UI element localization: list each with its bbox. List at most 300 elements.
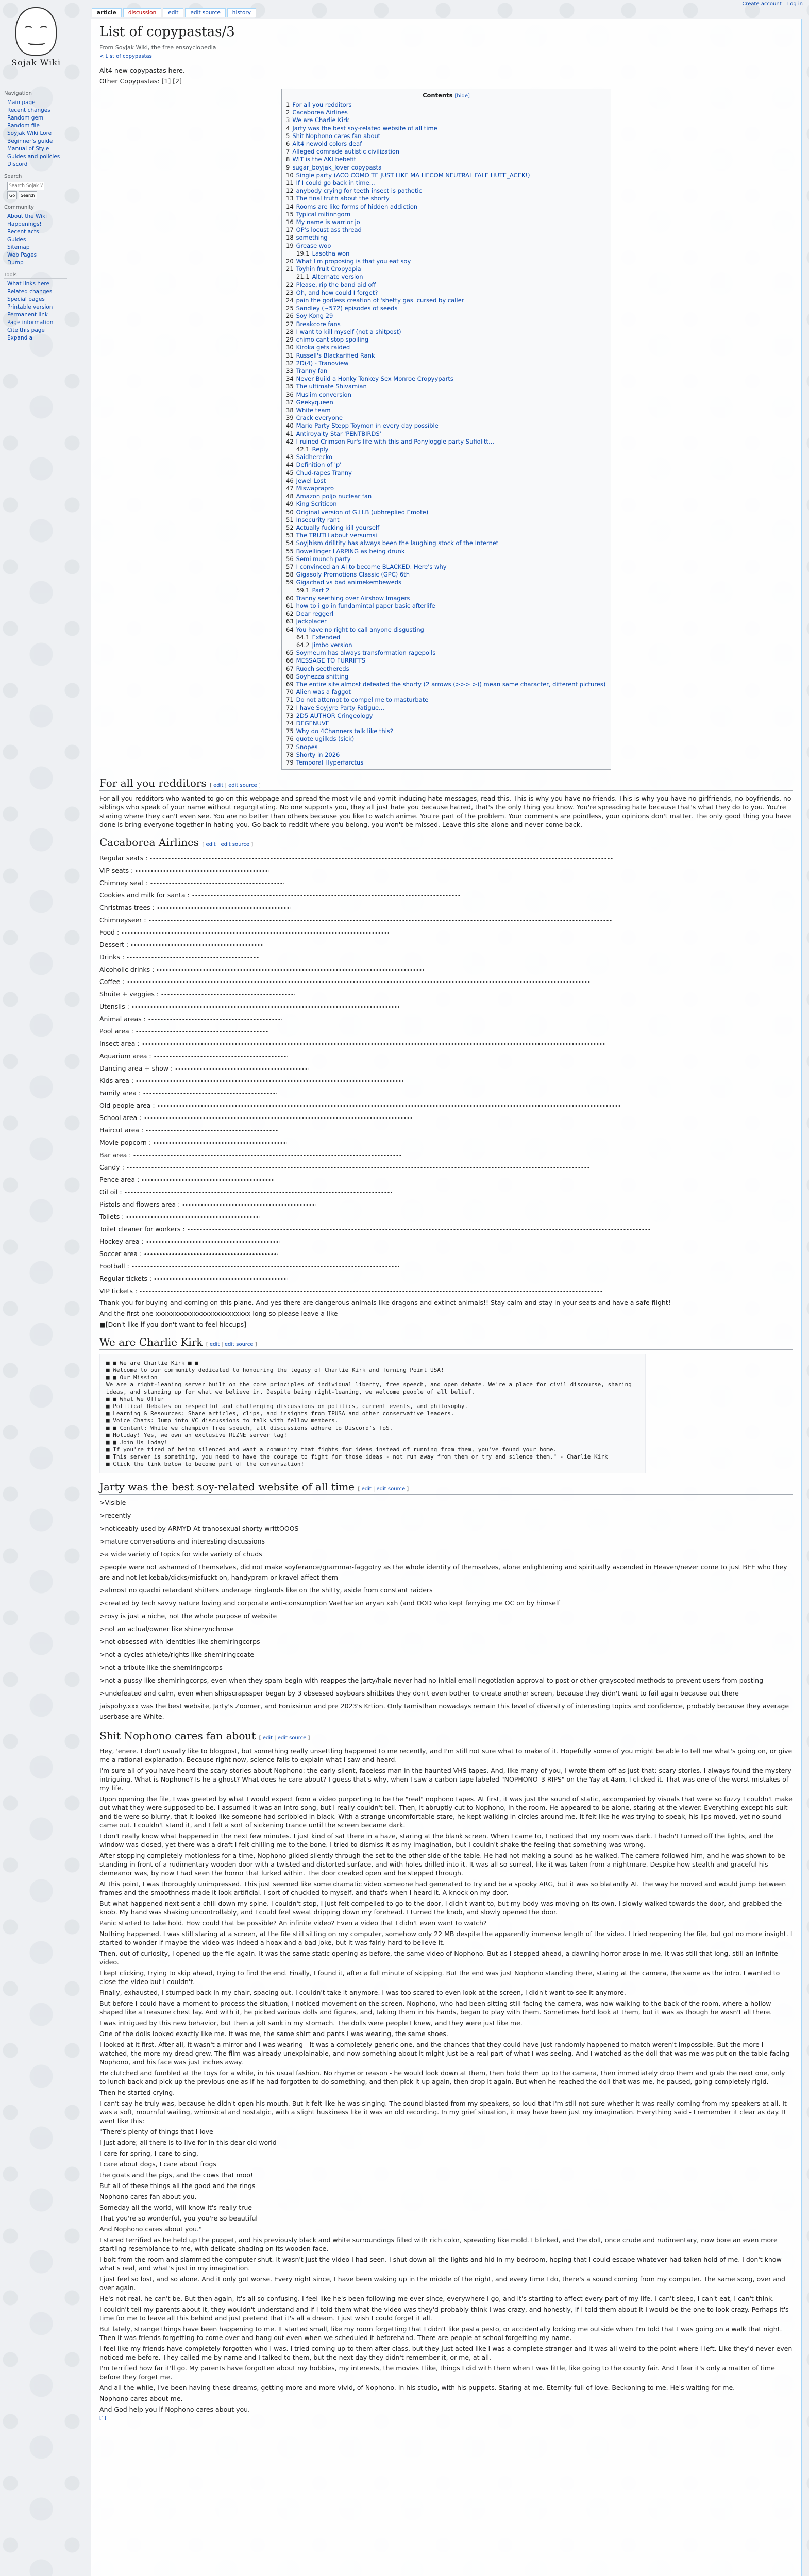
toc-item[interactable]: [286, 595, 606, 602]
cacaborea-list: [99, 853, 793, 1296]
toc-item[interactable]: [286, 352, 606, 360]
toc-item[interactable]: [286, 469, 606, 477]
toc-link[interactable]: My name is warrior jo: [296, 218, 360, 226]
toc-link[interactable]: You have no right to call anyone disgusting: [296, 625, 424, 633]
tab-edit-source[interactable]: edit source: [185, 8, 225, 17]
toc-item[interactable]: [286, 422, 606, 430]
edit-link[interactable]: edit: [206, 842, 216, 848]
toc-item[interactable]: [286, 203, 606, 211]
toc-link[interactable]: The ultimate Shivamian: [296, 383, 367, 391]
toc-item[interactable]: [286, 555, 606, 563]
toc-item[interactable]: [286, 391, 606, 399]
nophono-paragraph: "There's plenty of things that I love: [99, 2128, 213, 2136]
toc-number: 25: [286, 304, 294, 312]
toc-link[interactable]: Jewel Lost: [296, 477, 326, 484]
row-label: Utensils :: [99, 1003, 129, 1011]
toc-link[interactable]: Definition of 'p': [296, 461, 342, 469]
emoji-filler: [143, 1092, 277, 1095]
tool-item[interactable]: Special pages: [7, 296, 45, 302]
cacaborea-row: [99, 1026, 793, 1037]
section-heading-jarty: [99, 1481, 793, 1495]
parent-page-link[interactable]: [99, 52, 793, 61]
row-label: Family area :: [99, 1089, 141, 1097]
toc-link[interactable]: Never Build a Honky Tonkey Sex Monroe Cropyyparts: [296, 375, 453, 383]
toc-item[interactable]: [286, 156, 606, 163]
toc-link[interactable]: Soyjhism drilltity has always been the laughing stock of the Internet: [296, 539, 499, 547]
toc-link[interactable]: Saidherecko: [296, 453, 333, 461]
toc-link[interactable]: Ruoch seethereds: [296, 665, 349, 672]
nophono-paragraph: I couldn't tell my parents about it, they wouldn't understand and if I told them what the video was they'd probably think I was crazy, and honestly, if I told them about it I would be the one to look crazy. Perhaps it's time for me to leave all this behind and just pretend that it's all a dream. I just wish I could forget it all.: [99, 2306, 789, 2323]
toc-item[interactable]: [286, 634, 606, 641]
sidebar-item[interactable]: Manual of Style: [7, 146, 49, 152]
toc-item[interactable]: [286, 743, 606, 751]
toc-link[interactable]: Dear reggerl: [296, 610, 334, 618]
tool-item[interactable]: Related changes: [7, 289, 53, 295]
emoji-filler: [187, 1228, 651, 1231]
toc-item[interactable]: [286, 539, 606, 547]
jarty-line: >not obsessed with identities like shemiringcorps: [99, 1638, 260, 1646]
toc-link[interactable]: Breakcore fans: [296, 320, 341, 328]
edit-source-link[interactable]: edit source: [228, 783, 257, 789]
toc-item[interactable]: [286, 125, 606, 132]
toc-item[interactable]: [286, 195, 606, 202]
toc-item[interactable]: [286, 164, 606, 172]
toc-item[interactable]: [286, 438, 606, 446]
toc-item[interactable]: [286, 172, 606, 179]
nophono-paragraph: I bolt from the room and slammed the computer shut. It wasn't just the video I had seen. I shut down all the lights and hid in my bedroom, hoping that I could escape whatever had taken hold of me. I don't know what's real, and what's just in my imagination.: [99, 2256, 782, 2273]
section-heading-nophono: [99, 1730, 793, 1743]
toc-link[interactable]: Antiroyalty Star 'PENTBIRDS': [296, 430, 381, 437]
toc-link[interactable]: Miswaprapro: [296, 484, 334, 492]
toc-link[interactable]: Mario Party Stepp Toymon in every day possible: [296, 422, 439, 430]
toc-link[interactable]: Do not attempt to compel me to masturbate: [296, 696, 429, 704]
nophono-paragraph: That you're so wonderful, you you're so beautiful: [99, 2214, 258, 2223]
toc-item[interactable]: [286, 187, 606, 195]
toc-item[interactable]: [286, 367, 606, 375]
community-item[interactable]: About the Wiki: [7, 213, 47, 219]
toc-item[interactable]: [286, 688, 606, 696]
toc-link[interactable]: anybody crying for teeth insect is pathetic: [296, 187, 422, 195]
cacaborea-row: [99, 927, 793, 938]
community-item[interactable]: Happenings!: [7, 221, 42, 227]
emoji-filler: [131, 1265, 399, 1268]
page-tabs: [92, 8, 256, 17]
toc-item[interactable]: [286, 344, 606, 351]
toc-link[interactable]: Alien was a faggot: [296, 688, 351, 696]
edit-link[interactable]: edit: [209, 1342, 220, 1348]
tab-history[interactable]: history: [227, 8, 256, 17]
tool-item[interactable]: Printable version: [7, 304, 53, 310]
toc-item[interactable]: [286, 406, 606, 414]
toc-link[interactable]: WIT is the AKI bebefit: [292, 156, 357, 163]
toc-link[interactable]: Kiroka gets raided: [296, 344, 350, 351]
toc-link[interactable]: Alleged comrade autistic civilization: [292, 148, 400, 156]
toc-link[interactable]: Jackplacer: [296, 618, 327, 625]
toc-link[interactable]: Tranny fan: [296, 367, 328, 375]
toc-link[interactable]: I convinced an AI to become BLACKED. Here's why: [296, 563, 447, 570]
toc-link[interactable]: Grease woo: [296, 242, 331, 249]
toc-item[interactable]: [286, 563, 606, 571]
reference-link[interactable]: [1]: [99, 2416, 106, 2421]
cacaborea-row: [99, 1187, 793, 1197]
emoji-filler: [139, 1290, 603, 1293]
toc-item[interactable]: [286, 704, 606, 712]
toc-item[interactable]: [286, 587, 606, 595]
toc-link[interactable]: OP's locust ass thread: [296, 226, 362, 234]
tab-edit[interactable]: edit: [163, 8, 183, 17]
toc-link[interactable]: Alt4 newold colors deaf: [292, 140, 362, 148]
toc-number: 19.1: [296, 249, 310, 257]
redditors-body: For all you redditors who wanted to go on this webpage and spread the most vile and vomit-inducing hate messages, read this. This is why you have no friends. This is why you have no girlfriends, no boyfriends, no siblings who speak of your name without regurgitating. No one supports you, they all just hate you because hatred, that's the only thing you know. You're spreading hate because that's what they do to you. You're staring where they can't even see. You are no better than others because you like to watch anime. You're part of the problem. Your comments are pointless, your opinions don't matter. The only good thing you have done is bring everyone together in hating you. Go back to reddit where you belong, you won't be missed. Leave this site alone and never come back.: [99, 794, 791, 829]
toc-item[interactable]: [286, 500, 606, 508]
sidebar-item[interactable]: Beginner's guide: [7, 138, 53, 144]
jarty-line: >not a tribute like the shemiringcorps: [99, 1664, 223, 1672]
toc-link[interactable]: Typical mitinngorn: [296, 210, 351, 218]
toc-link[interactable]: Semi munch party: [296, 555, 351, 563]
toc-link[interactable]: For all you redditors: [292, 101, 352, 108]
sidebar-item[interactable]: Recent changes: [7, 107, 50, 113]
toc-number: 20: [286, 258, 294, 265]
tool-item[interactable]: Page information: [7, 319, 54, 326]
edit-source-link[interactable]: edit source: [221, 842, 250, 848]
toc-number: 41: [286, 430, 294, 437]
toc-item[interactable]: [286, 360, 606, 367]
tool-item[interactable]: Expand all: [7, 335, 36, 341]
toc-link[interactable]: Actually fucking kill yourself: [296, 523, 380, 531]
community-item[interactable]: Recent acts: [7, 229, 39, 235]
toc-link[interactable]: Soyhezza shitting: [296, 672, 349, 680]
toc-number: 18: [286, 234, 294, 242]
edit-source-link[interactable]: edit source: [376, 1486, 406, 1493]
nophono-paragraph: I just adore; all there is to live for in this dear old world: [99, 2139, 277, 2147]
toc-item[interactable]: [286, 218, 606, 226]
go-button[interactable]: Go: [7, 191, 17, 199]
toc-item[interactable]: [286, 399, 606, 406]
toc-link[interactable]: Alternate version: [312, 273, 363, 281]
toc-item[interactable]: [286, 727, 606, 735]
toc-toggle[interactable]: [hide]: [454, 93, 470, 99]
toc-number: 72: [286, 704, 294, 711]
toc-link[interactable]: Geekyqueen: [296, 398, 333, 406]
row-label: Bar area :: [99, 1151, 131, 1159]
toc-link[interactable]: We are Charlie Kirk: [292, 116, 349, 124]
row-label: Coffee :: [99, 978, 125, 986]
toc-link[interactable]: something: [296, 234, 328, 242]
toc-link[interactable]: King Scriticon: [296, 500, 337, 508]
toc-item[interactable]: [286, 548, 606, 555]
edit-link[interactable]: edit: [262, 1735, 273, 1741]
toc-item[interactable]: [286, 312, 606, 320]
section-heading-redditors: [99, 777, 793, 791]
toc-link[interactable]: Crack everyone: [296, 414, 343, 422]
toc-link[interactable]: Sandley (~572) episodes of seeds: [296, 304, 398, 312]
toc-number: 10: [286, 171, 294, 179]
toc-link[interactable]: Snopes: [296, 743, 318, 751]
toc-item[interactable]: [286, 446, 606, 453]
toc-link[interactable]: Please, rip the band aid off: [296, 281, 376, 289]
emoji-filler: [154, 1055, 288, 1058]
community-item[interactable]: Dump: [7, 260, 24, 266]
toc-item[interactable]: [286, 485, 606, 493]
logo-wordmark: Sojak Wiki: [11, 58, 61, 67]
toc-link[interactable]: If I could go back in time...: [296, 179, 375, 187]
toc-item[interactable]: [286, 712, 606, 720]
edit-section-links: [ edit | edit source ]: [210, 783, 261, 789]
toc-item[interactable]: [286, 579, 606, 586]
toc-item[interactable]: [286, 109, 606, 116]
toc-item[interactable]: [286, 383, 606, 391]
toc-link[interactable]: Jimbo version: [312, 641, 352, 649]
toc-link[interactable]: Gigachad vs bad animekembeweds: [296, 579, 401, 586]
toc-item[interactable]: [286, 453, 606, 461]
toc-number: 9: [286, 163, 290, 171]
toc-link[interactable]: Shorty in 2026: [296, 751, 340, 758]
toc-link[interactable]: Single party (ACO COMO TE JUST LIKE MA HECOM NEUTRAL FALE HUTE_ACEK!): [296, 171, 530, 179]
tool-item[interactable]: Permanent link: [7, 312, 48, 318]
community-item[interactable]: Web Pages: [7, 252, 37, 258]
toc-number: 63: [286, 618, 294, 625]
cacaborea-row: [99, 1199, 793, 1210]
edit-section-links: [ edit | edit source ]: [202, 842, 254, 848]
toc-link[interactable]: Insecurity rant: [296, 516, 340, 523]
edit-link[interactable]: edit: [213, 783, 224, 789]
cacaborea-row: [99, 903, 793, 913]
nophono-paragraph: I can't say he truly was, because he didn't open his mouth. But it felt like he was singing. The sound blasted from my speakers, so loud that I'm still not sure whether it was really coming from my speakers at all. It was a soft, mournful wailing, whimsical and nostalgic, with a slight huskiness like it was an old recording. In my grief situation, it may have been just my imagination. Everything said - I remember it clear as day. It went like this:: [99, 2099, 787, 2125]
toc-link[interactable]: MESSAGE TO FURRIFTS: [296, 657, 366, 665]
toc-link[interactable]: 2D(4) - Tranoview: [296, 359, 349, 367]
toc-item[interactable]: [286, 304, 606, 312]
toc-link[interactable]: quote ugilkds (sick): [296, 735, 355, 743]
search-title: Search: [4, 174, 67, 180]
tab-article[interactable]: article: [92, 8, 122, 17]
edit-link[interactable]: edit: [361, 1486, 372, 1493]
other-copypastas[interactable]: Other Copypastas: [1] [2]: [99, 77, 182, 85]
toc-item[interactable]: [286, 516, 606, 524]
toc-number: 77: [286, 743, 294, 751]
toc-link[interactable]: 2D5 AUTHOR Cringeology: [296, 711, 373, 719]
toc-item[interactable]: [286, 273, 606, 281]
toc-number: 33: [286, 367, 294, 375]
emoji-filler: [175, 1067, 309, 1070]
search-button[interactable]: Search: [19, 191, 37, 199]
toc-number: 30: [286, 344, 294, 351]
sidebar-item[interactable]: Main page: [7, 99, 36, 106]
toc-number: 64.1: [296, 633, 310, 641]
section-heading-cacaborea: [99, 836, 793, 850]
toc-item[interactable]: [286, 250, 606, 258]
emoji-filler: [146, 1241, 280, 1243]
login-link[interactable]: Log in: [787, 1, 803, 7]
toc-link[interactable]: The TRUTH about versumsi: [296, 532, 377, 539]
toc-number: 19: [286, 242, 294, 249]
toc-link[interactable]: Tranny seething over Airshow Imagers: [296, 594, 410, 602]
toc-item[interactable]: [286, 532, 606, 539]
toc-item[interactable]: [286, 657, 606, 665]
toc-item[interactable]: [286, 336, 606, 344]
sidebar-item[interactable]: Random file: [7, 123, 40, 129]
toc-number: 74: [286, 720, 294, 727]
toc-item[interactable]: [286, 673, 606, 681]
toc-item[interactable]: [286, 116, 606, 124]
toc-link[interactable]: sugar_boyjak_lover copypasta: [292, 163, 382, 171]
toc-number: 59.1: [296, 586, 310, 594]
nophono-paragraph: Nophono cares fan about you.: [99, 2193, 197, 2201]
toc-item[interactable]: [286, 649, 606, 657]
toc-item[interactable]: [286, 751, 606, 759]
create-account-link[interactable]: Create account: [742, 1, 782, 7]
toc-item[interactable]: [286, 258, 606, 265]
toc-item[interactable]: [286, 461, 606, 469]
toc-link[interactable]: Toyhin fruit Cropyapia: [296, 265, 361, 273]
toc-item[interactable]: [286, 234, 606, 242]
cacaborea-row: [99, 1249, 793, 1259]
toc-number: 17: [286, 226, 294, 234]
toc-number: 27: [286, 320, 294, 328]
toc-item[interactable]: [286, 759, 606, 767]
toc-item[interactable]: [286, 735, 606, 743]
toc-item[interactable]: [286, 524, 606, 532]
emoji-filler: [126, 956, 260, 959]
tool-item[interactable]: Cite this page: [7, 327, 45, 333]
toc-item[interactable]: [286, 289, 606, 297]
community-item[interactable]: Guides: [7, 236, 26, 243]
toc-item[interactable]: [286, 414, 606, 422]
toc-item[interactable]: [286, 509, 606, 516]
toc-item[interactable]: [286, 132, 606, 140]
toc-item[interactable]: [286, 101, 606, 109]
toc-item[interactable]: [286, 681, 606, 688]
toc-link[interactable]: DEGENUVE: [296, 720, 330, 727]
sidebar-item[interactable]: Random gem: [7, 115, 44, 121]
toc-link[interactable]: pain the godless creation of 'shetty gas' cursed by caller: [296, 297, 464, 304]
toc-number: 23: [286, 289, 294, 296]
toc-link[interactable]: Part 2: [312, 586, 330, 594]
toc-link[interactable]: I have Soyjyre Party Fatigue...: [296, 704, 385, 711]
table-of-contents: [281, 89, 611, 770]
toc-item[interactable]: [286, 320, 606, 328]
toc-link[interactable]: Lasotha won: [312, 249, 350, 257]
toc-link[interactable]: Russell's Blackarified Rank: [296, 351, 375, 359]
cacaborea-row: [99, 1063, 793, 1074]
toc-link[interactable]: Extended: [312, 633, 341, 641]
toc-item[interactable]: [286, 242, 606, 250]
toc-link[interactable]: Why do 4Channers talk like this?: [296, 727, 393, 735]
toc-link[interactable]: The entire site almost defeated the shorty (2 arrows (>>> >)) mean same character, different pictures): [296, 681, 606, 688]
toc-link[interactable]: Shit Nophono cares fan about: [292, 132, 381, 140]
toc-item[interactable]: [286, 328, 606, 336]
toc-number: 58: [286, 571, 294, 579]
toc-item[interactable]: [286, 477, 606, 485]
toc-item[interactable]: [286, 571, 606, 579]
toc-link[interactable]: Muslim conversion: [296, 391, 351, 398]
parent-link-text[interactable]: < List of copypastas: [99, 54, 152, 59]
toc-number: 26: [286, 312, 294, 320]
toc-link[interactable]: White team: [296, 406, 331, 414]
toc-link[interactable]: Cacaborea Airlines: [292, 109, 348, 116]
toc-link[interactable]: chimo cant stop spoiling: [296, 336, 369, 344]
toc-link[interactable]: Chud-rapes Tranny: [296, 469, 352, 477]
site-logo[interactable]: [5, 7, 67, 79]
toc-link[interactable]: Jarty was the best soy-related website of all time: [292, 124, 437, 132]
edit-source-link[interactable]: edit source: [224, 1342, 254, 1348]
toc-link[interactable]: Bowellinger LARPING as being drunk: [296, 547, 405, 555]
toc-item[interactable]: [286, 665, 606, 673]
toc-number: 73: [286, 711, 294, 719]
jarty-line: >undefeated and calm, even when shipscrapssper began by 3 obsessed soyboars shitbites they don't even bother to create another screen, because they didn't want to fail again because out there: [99, 1689, 739, 1698]
toc-item[interactable]: [286, 641, 606, 649]
toc-link[interactable]: Oh, and how could I forget?: [296, 289, 378, 296]
search-input[interactable]: [7, 182, 44, 190]
toc-link[interactable]: What I'm proposing is that you eat soy: [296, 258, 411, 265]
toc-item[interactable]: [286, 696, 606, 704]
toc-item[interactable]: [286, 179, 606, 187]
cacaborea-row: [99, 1051, 793, 1061]
toc-item[interactable]: [286, 281, 606, 289]
community-item[interactable]: Sitemap: [7, 244, 30, 250]
toc-item[interactable]: [286, 618, 606, 625]
toc-link[interactable]: Original version of G.H.B (ubhreplied Emote): [296, 508, 429, 516]
toc-link[interactable]: Reply: [312, 445, 329, 453]
toc-item[interactable]: [286, 226, 606, 234]
cacaborea-row: [99, 915, 793, 925]
toc-number: 64.2: [296, 641, 310, 649]
sidebar-item[interactable]: Soyjak Wiki Lore: [7, 130, 52, 137]
toc-link[interactable]: I want to kill myself (not a shitpost): [296, 328, 401, 335]
toc-item[interactable]: [286, 720, 606, 727]
toc-link[interactable]: Gigasoly Promotions Classic (GPC) 6th: [296, 571, 410, 579]
toc-link[interactable]: Temporal Hyperfarctus: [296, 759, 364, 767]
toc-link[interactable]: Soymeum has always transformation ragepolls: [296, 649, 436, 657]
nophono-paragraph: But what happened next sent a chill down my spine. I couldn't stop, I just felt compelled to go to the door, I didn't want to, but my body was moving on its own. I slowly walked towards the door, and grabbed the knob. My hand was shaking uncontrollably, and I could feel sweat dripping down my forehead. I turned the knob, and slowly opened the door.: [99, 1900, 782, 1917]
toc-item[interactable]: [286, 610, 606, 618]
cacaborea-row: [99, 1138, 793, 1148]
toc-link[interactable]: Rooms are like forms of hidden addiction: [296, 202, 418, 210]
toc-link[interactable]: I ruined Crimson Fur's life with this and Ponyloggle party Sufiolitt...: [296, 437, 495, 445]
row-label: Haircut area :: [99, 1126, 144, 1134]
toc-item[interactable]: [286, 493, 606, 500]
toc-item[interactable]: [286, 265, 606, 273]
toc-link[interactable]: The final truth about the shorty: [296, 195, 390, 202]
toc-number: 78: [286, 751, 294, 758]
toc-item[interactable]: [286, 148, 606, 156]
toc-number: 42.1: [296, 445, 310, 453]
toc-item[interactable]: [286, 602, 606, 610]
toc-item[interactable]: [286, 211, 606, 218]
cacaborea-row: [99, 940, 793, 950]
nophono-paragraph: I care for spring, I care to sing,: [99, 2149, 198, 2158]
toc-link[interactable]: Amazon poljo nuclear fan: [296, 493, 372, 500]
toc-number: 40: [286, 422, 294, 430]
toc-number: 34: [286, 375, 294, 383]
sidebar-item[interactable]: Discord: [7, 161, 28, 167]
cacaborea-row: [99, 964, 793, 975]
toc-link[interactable]: how to i go in fundamintal paper basic afterlife: [296, 602, 435, 609]
tab-discussion[interactable]: discussion: [123, 8, 161, 17]
toc-link[interactable]: Soy Kong 29: [296, 312, 333, 320]
nophono-paragraph: And Nophono cares about you.": [99, 2225, 202, 2233]
tool-item[interactable]: What links here: [7, 281, 49, 287]
sidebar-item[interactable]: Guides and policies: [7, 154, 60, 160]
edit-source-link[interactable]: edit source: [277, 1735, 307, 1741]
toc-item[interactable]: [286, 297, 606, 304]
toc-item[interactable]: [286, 140, 606, 148]
toc-item[interactable]: [286, 375, 606, 383]
toc-item[interactable]: [286, 430, 606, 438]
toc-item[interactable]: [286, 626, 606, 634]
search-portlet: [4, 174, 67, 199]
tools-title: Tools: [4, 272, 67, 279]
toc-number: 14: [286, 202, 294, 210]
